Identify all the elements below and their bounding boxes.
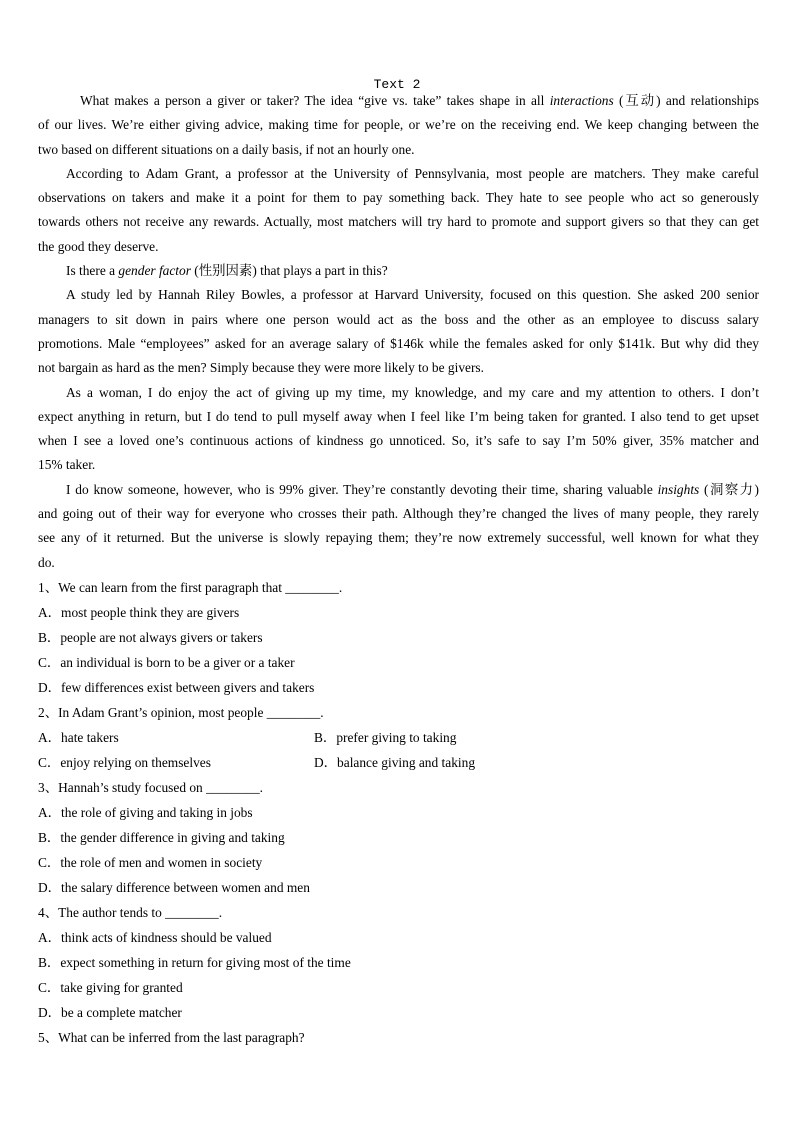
paragraph-line — [38, 138, 759, 162]
option-row — [38, 975, 759, 1000]
question-stem: 3、Hannah’s study focused on ________. — [38, 780, 264, 795]
paragraph-line — [38, 113, 759, 137]
answer-option: C．an individual is born to be a giver or a taker — [38, 655, 295, 670]
text-run: As a woman, I do enjoy the act of giving up my time, my knowledge, and my care and my attention to others. I don’t — [66, 384, 759, 400]
paragraph-line — [38, 259, 759, 283]
option-row — [38, 1000, 759, 1025]
text-run: expect anything in return, but I do tend to pull myself away when I feel like I’m being taken for granted. I also tend to get upset — [38, 408, 759, 424]
paragraph-line — [38, 89, 759, 113]
paragraph-line — [38, 478, 759, 502]
answer-option: D．few differences exist between givers and takers — [38, 680, 315, 695]
italic-term: gender factor — [118, 263, 191, 279]
text-run: managers to sit down in pairs where one person would act as the boss and the other as an employee to discuss salary — [38, 311, 759, 327]
paragraph-line — [38, 308, 759, 332]
paragraph — [38, 478, 759, 575]
option-row — [38, 600, 759, 625]
paragraph-line — [38, 186, 759, 210]
question-stem: 5、What can be inferred from the last paragraph? — [38, 1030, 305, 1045]
option-row — [38, 925, 759, 950]
paragraph-line — [38, 210, 759, 234]
text-run: (洞察力) — [699, 481, 759, 497]
paragraph-line — [38, 429, 759, 453]
passage-title: Text 2 — [373, 77, 421, 92]
answer-option: B．prefer giving to taking — [314, 730, 457, 745]
text-run: promotions. Male “employees” asked for an average salary of $146k while the females asked for only $141k. But why did they — [38, 335, 759, 351]
answer-option: C．the role of men and women in society — [38, 855, 263, 870]
text-run: of our lives. We’re either giving advice, making time for people, or we’re on the receiving end. We keep changing between the — [38, 117, 759, 133]
option-row — [38, 625, 759, 650]
italic-term: insights — [657, 481, 700, 497]
paragraph-line — [38, 283, 759, 307]
paragraph — [38, 283, 759, 380]
option-row — [38, 750, 759, 775]
text-run: I do know someone, however, who is 99% giver. They’re constantly devoting their time, sharing valuable — [66, 481, 658, 497]
paragraph-line — [38, 526, 759, 550]
option-row — [38, 675, 759, 700]
italic-term: interactions — [549, 93, 614, 108]
question-stem: 2、In Adam Grant’s opinion, most people ________. — [38, 705, 324, 720]
text-run: 15% taker. — [38, 457, 96, 473]
paragraph — [38, 89, 759, 162]
text-run: the good they deserve. — [38, 238, 159, 254]
passage — [38, 89, 759, 575]
option-row — [38, 650, 759, 675]
paragraph-line — [38, 551, 759, 575]
paragraph-line — [38, 162, 759, 186]
paragraph — [38, 162, 759, 259]
option-row — [38, 950, 759, 975]
paragraph-line — [38, 235, 759, 259]
paragraph-line — [38, 453, 759, 477]
answer-option: B．the gender difference in giving and taking — [38, 830, 285, 845]
question-stem: 4、The author tends to ________. — [38, 905, 223, 920]
question-stem: 1、We can learn from the first paragraph that ________. — [38, 580, 343, 595]
answer-option: D．balance giving and taking — [314, 755, 476, 770]
answer-option: A．most people think they are givers — [38, 605, 240, 620]
answer-option: B．expect something in return for giving most of the time — [38, 955, 351, 970]
text-run: observations on takers and make it a point for them to pay something back. They hate to see people who act so generously — [38, 190, 759, 206]
answer-option: A．the role of giving and taking in jobs — [38, 805, 253, 820]
text-run: not bargain as hard as the men? Simply because they were more likely to be givers. — [38, 360, 484, 376]
option-row — [38, 800, 759, 825]
paragraph-line — [38, 381, 759, 405]
text-run: According to Adam Grant, a professor at the University of Pennsylvania, most people are matchers. They make careful — [66, 165, 759, 181]
answer-option: C．enjoy relying on themselves — [38, 755, 211, 770]
text-run: (互动) and relationships — [613, 93, 759, 108]
questions — [38, 575, 759, 1050]
answer-option: D．the salary difference between women and men — [38, 880, 310, 895]
paragraph-line — [38, 405, 759, 429]
option-row — [38, 725, 759, 750]
paragraph-line — [38, 332, 759, 356]
text-run: do. — [38, 554, 55, 570]
text-run: and going out of their way for everyone who crosses their path. Although they’re changed the lives of many people, they rarely — [38, 506, 759, 522]
text-run: What makes a person a giver or taker? The idea “give vs. take” takes shape in all — [80, 93, 550, 108]
text-run: A study led by Hannah Riley Bowles, a professor at Harvard University, focused on this question. She asked 200 senior — [66, 287, 759, 303]
text-run: when I see a loved one’s continuous actions of kindness go unnoticed. So, it’s safe to say I’m 50% giver, 35% matcher and — [38, 433, 759, 449]
paragraph-line — [38, 502, 759, 526]
answer-option: A．hate takers — [38, 730, 119, 745]
option-row — [38, 825, 759, 850]
answer-option: A．think acts of kindness should be valued — [38, 930, 272, 945]
paragraph-line — [38, 356, 759, 380]
paragraph — [38, 381, 759, 478]
answer-option: D．be a complete matcher — [38, 1005, 182, 1020]
answer-option: B．people are not always givers or takers — [38, 630, 263, 645]
text-run: two based on different situations on a daily basis, if not an hourly one. — [38, 141, 415, 157]
paragraph — [38, 259, 759, 283]
text-run: (性别因素) that plays a part in this? — [190, 263, 388, 279]
text-run: towards others not receive any rewards. Actually, most matchers will try hard to promote and support givers so that they can get — [38, 214, 759, 230]
answer-option: C．take giving for granted — [38, 980, 183, 995]
option-row — [38, 850, 759, 875]
text-run: Is there a — [66, 263, 119, 279]
option-row — [38, 875, 759, 900]
text-run: see any of it returned. But the universe is slowly repaying them; they’re now extremely successful, well known for what they — [38, 530, 759, 546]
